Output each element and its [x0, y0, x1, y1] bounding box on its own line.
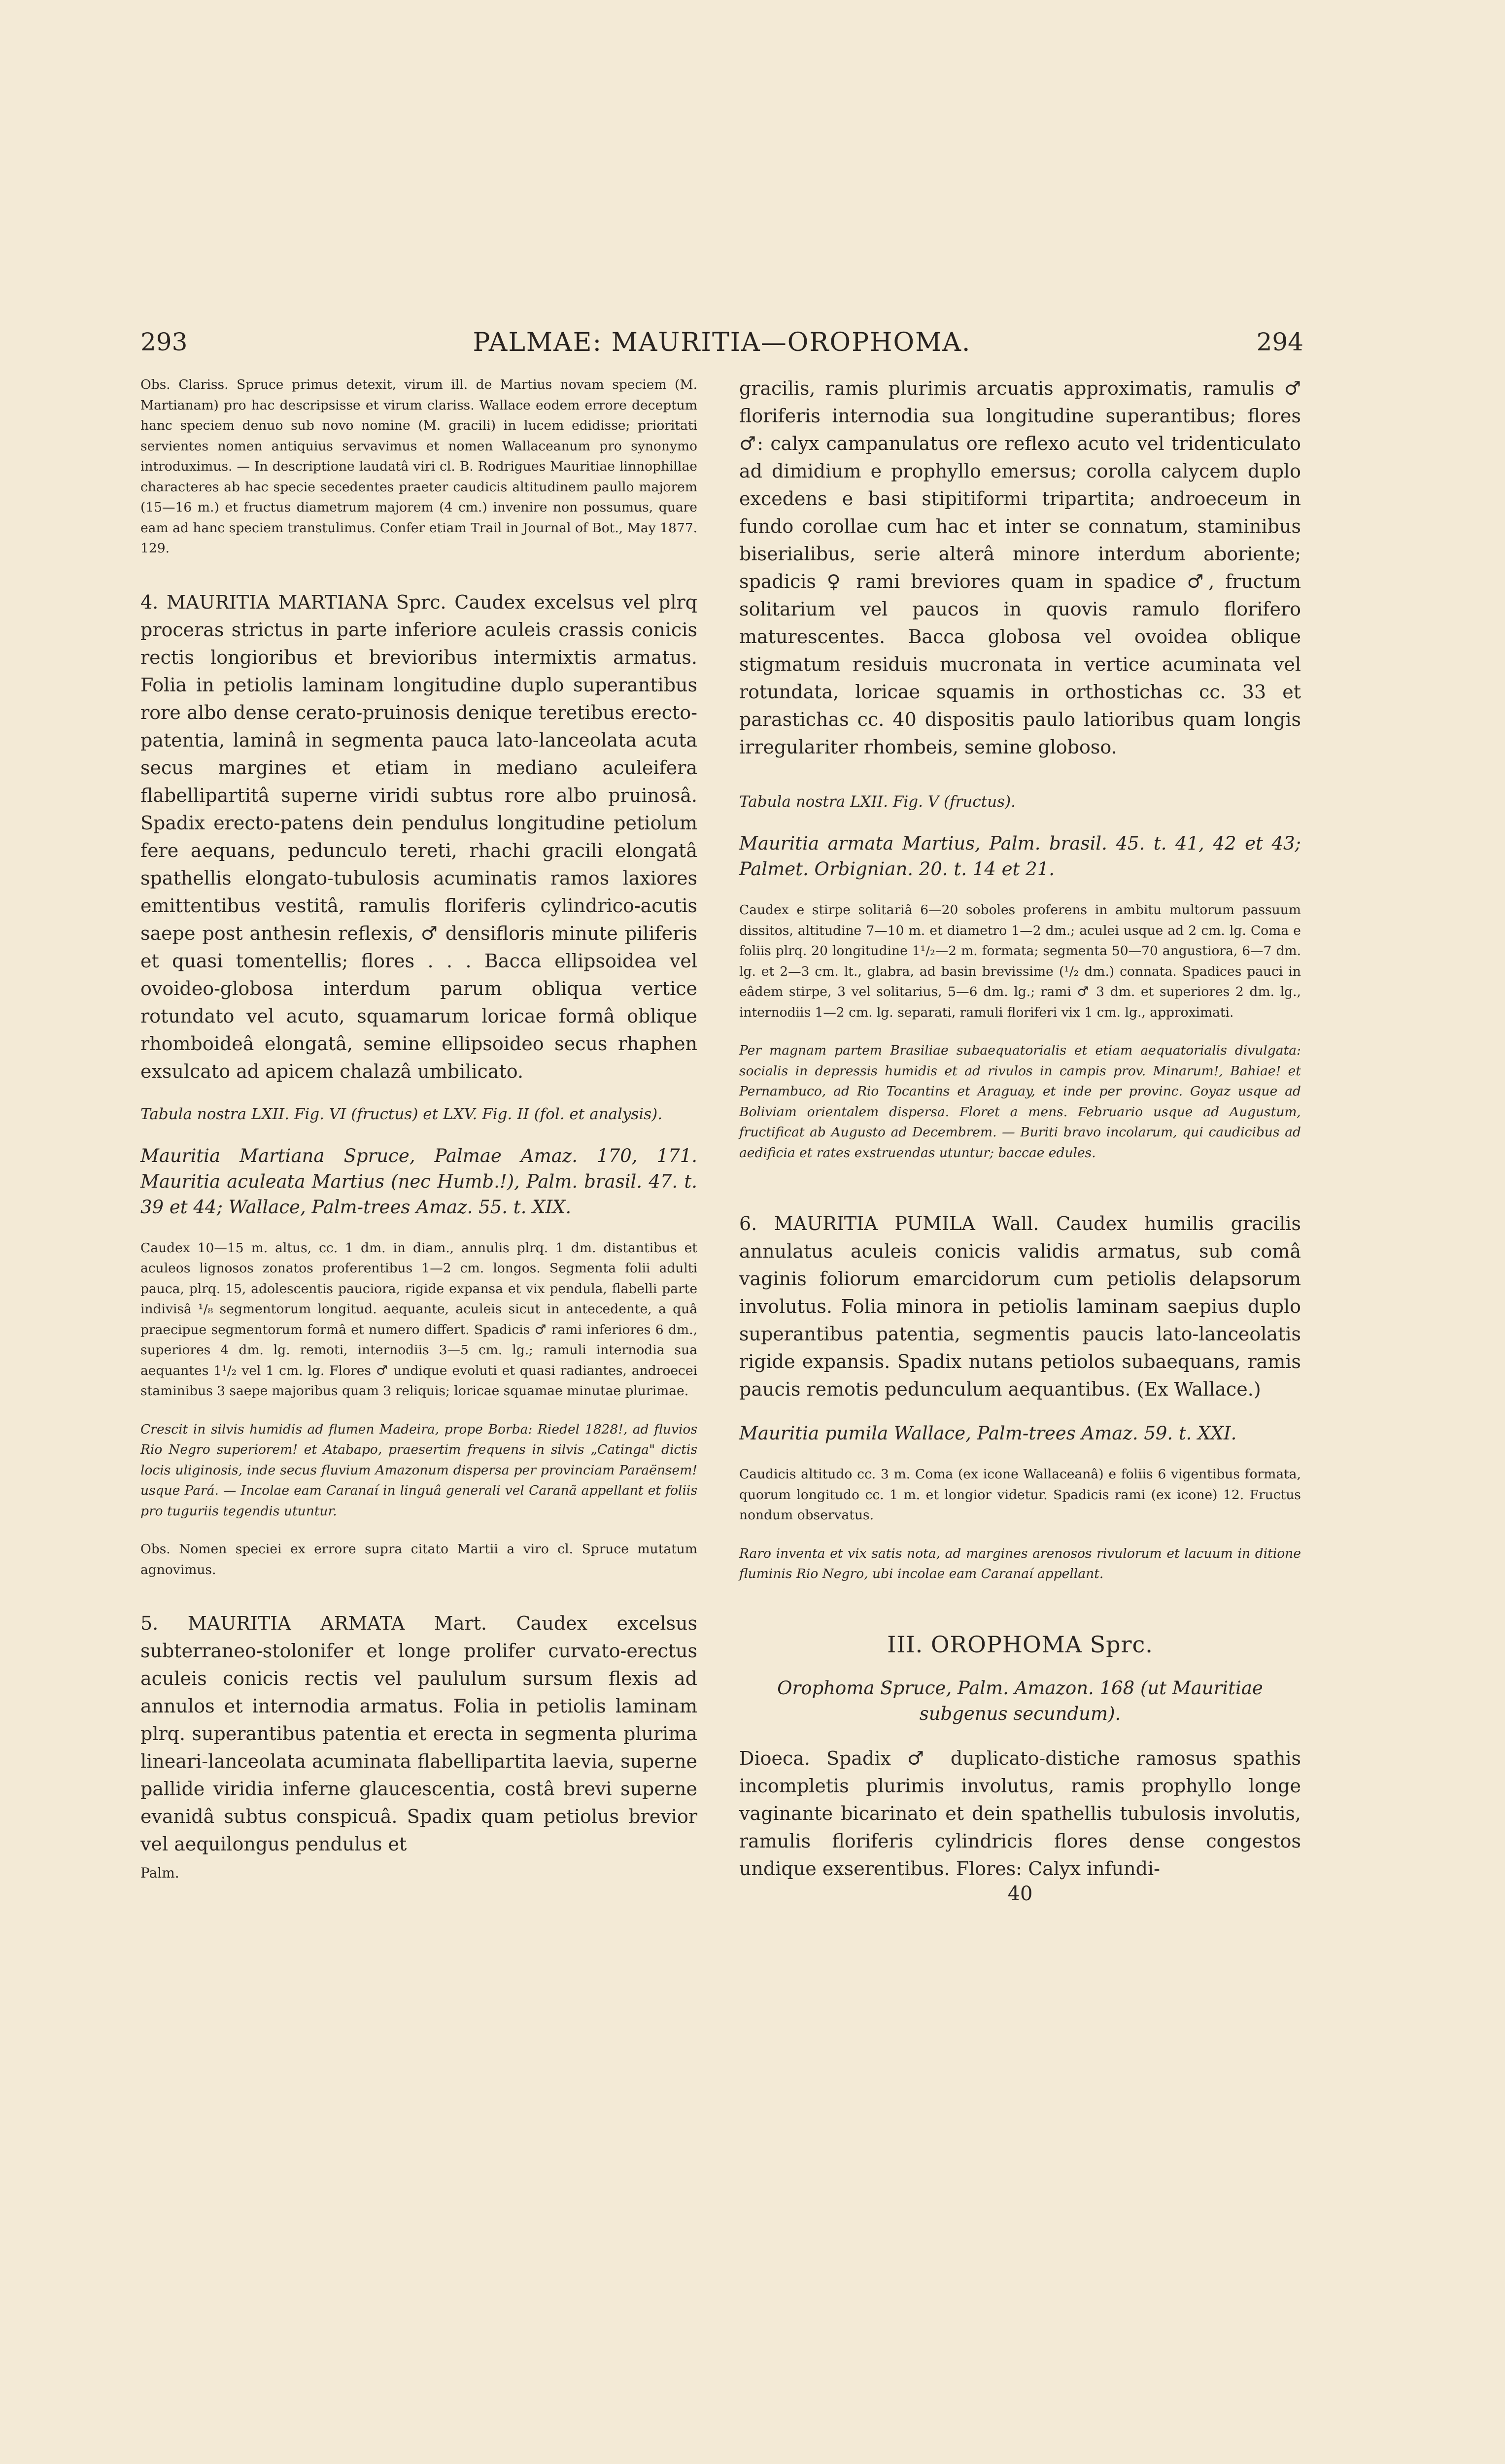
species-6-synonymy: Mauritia pumila Wallace, Palm-trees Amaz. 59. t. XXI. [739, 1423, 1237, 1444]
page-number-right: 294 [1256, 328, 1303, 356]
signature-number: 40 [1007, 1882, 1033, 1905]
species-5-plate-reference: Tabula nostra LXII. Fig. V (fructus). [739, 793, 1016, 811]
species-4-plate-reference: Tabula nostra LXII. Fig. VI (fructus) et LXV. Fig. II (fol. et analysis). [140, 1105, 663, 1123]
genus-citation: Orophoma Spruce, Palm. Amazon. 168 (ut Mauritiae subgenus secundum). [777, 1677, 1263, 1724]
species-5-continuation: gracilis, ramis plurimis arcuatis approximatis, ramulis ♂ floriferis internodia sua longitudine superantibus; flores ♂: calyx campanulatus ore reflexo acuto vel tridenticulato ad dimidium e prophyllo emersus; corolla calycem duplo excedens e basi stipitiformi tripartita; androeceum in fundo corollae cum hac et inter se connatum, staminibus biserialibus, serie alterâ minore interdum aboriente; spadicis ♀ rami breviores quam in spadice ♂, fructum solitarium vel paucos in quovis ramulo florifero maturescentes. Bacca globosa vel ovoidea oblique stigmatum residuis mucronata in vertice acuminata vel rotundata, loricae squamis in orthostichas cc. 33 et parastichas cc. 40 dispositis paulo latioribus quam longis irregulariter rhombeis, semine globoso. [739, 377, 1301, 758]
left-column [140, 375, 697, 1881]
species-4-synonymy: Mauritia Martiana Spruce, Palmae Amaz. 170, 171. Mauritia aculeata Martius (nec Humb.!), Palm. brasil. 47. t. 39 et 44; Wallace, Palm-trees Amaz. 55. t. XIX. [140, 1145, 697, 1218]
page-number-left: 293 [140, 328, 188, 356]
species-5-habitat: Per magnam partem Brasiliae subaequatorialis et etiam aequatorialis divulgata: socialis in depressis humidis et ad rivulos in campis prov. Minarum!, Bahiae! et Pernambuco, ad Rio Tocantins et Araguay, et inde per provinc. Goyaz usque ad Boliviam orientalem dispersa. Floret a mens. Februario usque ad Augustum, fructificat ab Augusto ad Decembrem. — Buriti bravo incolarum, qui caudicibus ad aedificia et rates exstruendas utuntur; baccae edules. [739, 1043, 1301, 1161]
species-4-details: Caudex 10—15 m. altus, cc. 1 dm. in diam., annulis plrq. 1 dm. distantibus et aculeos lignosos zonatos proferentibus 1—2 cm. longos. Segmenta folii adulti pauca, plrq. 15, adolescentis pauciora, rigide expansa et vix pendula, flabelli parte indivisâ ¹/₈ segmentorum longitud. aequante, aculeis sicut in antecedente, a quâ praecipue segmentorum formâ et numero differt. Spadicis ♂ rami inferiores 6 dm., superiores 4 dm. lg. remoti, internodiis 3—5 cm. lg.; ramuli internodia sua aequantes 1¹/₂ vel 1 cm. lg. Flores ♂ undique evoluti et quasi radiantes, androecei staminibus 3 saepe majoribus quam 3 reliquis; loricae squamae minutae plurimae. [140, 1240, 697, 1399]
page-header [140, 328, 1303, 367]
species-6-habitat: Raro inventa et vix satis nota, ad margines arenosos rivulorum et lacuum in ditione fluminis Rio Negro, ubi incolae eam Caranaí appellant. [739, 1545, 1301, 1581]
species-5-description: 5. MAURITIA ARMATA Mart. Caudex excelsus subterraneo-stolonifer et longe prolifer curvato-erectus aculeis conicis rectis vel paululum sursum flexis ad annulos et internodia armatus. Folia in petiolis laminam plrq. superantibus patentia et erecta in segmenta plurima lineari-lanceolata acuminata flabellipartita laevia, superne pallide viridia inferne glaucescentia, costâ brevi superne evanidâ subtus conspicuâ. Spadix quam petiolus brevior vel aequilongus pendulus et [140, 1612, 697, 1855]
species-5-details: Caudex e stirpe solitariâ 6—20 soboles proferens in ambitu multorum passuum dissitos, altitudine 7—10 m. et diametro 1—2 dm.; aculei usque ad 2 cm. lg. Coma e foliis plrq. 20 longitudine 1¹/₂—2 m. formata; segmenta 50—70 angustiora, 6—7 dm. lg. et 2—3 cm. lt., glabra, ad basin brevissime (¹/₂ dm.) connata. Spadices pauci in eâdem stirpe, 3 vel solitarius, 5—6 dm. lg.; rami ♂ 3 dm. et superiores 2 dm. lg., internodiis 1—2 cm. lg. separati, ramuli floriferi vix 1 cm. lg., approximati. [739, 902, 1301, 1020]
species-6-description: 6. MAURITIA PUMILA Wall. Caudex humilis gracilis annulatus aculeis conicis validis armatus, sub comâ vaginis foliorum emarcidorum cum petiolis delapsorum involutus. Folia minora in petiolis laminam saepius duplo superantibus patentia, segmentis paucis lato-lanceolatis rigide expansis. Spadix nutans petiolos subaequans, ramis paucis remotis pedunculum aequantibus. (Ex Wallace.) [739, 1213, 1301, 1400]
species-5-synonymy: Mauritia armata Martius, Palm. brasil. 45. t. 41, 42 et 43; Palmet. Orbignian. 20. t. 14 et 21. [739, 833, 1301, 880]
genus-description: Dioeca. Spadix ♂ duplicato-distiche ramosus spathis incompletis plurimis involutus, ramis prophyllo longe vaginante bicarinato et dein spathellis tubulosis involutis, ramulis floriferis cylindricis flores dense congestos undique exserentibus. Flores: Calyx infundi- [739, 1747, 1301, 1880]
species-6-details: Caudicis altitudo cc. 3 m. Coma (ex icone Wallaceanâ) e foliis 6 vigentibus formata, quorum longitudo cc. 1 m. et longior videtur. Spadicis rami (ex icone) 12. Fructus nondum observatus. [739, 1467, 1301, 1523]
species-4-description: 4. MAURITIA MARTIANA Sprc. Caudex excelsus vel plrq proceras strictus in parte inferiore aculeis crassis conicis rectis longioribus et brevioribus intermixtis armatus. Folia in petiolis laminam longitudine duplo superantibus rore albo dense cerato-pruinosis denique teretibus erecto-patentia, laminâ in segmenta pauca lato-lanceolata acuta secus margines et etiam in mediano aculeifera flabellipartitâ superne viridi subtus rore albo pruinosâ. Spadix erecto-patens dein pendulus longitudine petiolum fere aequans, pedunculo tereti, rhachi gracili elongatâ spathellis elongato-tubulosis acuminatis ramos laxiores emittentibus vestitâ, ramulis floriferis cylindrico-acutis saepe post anthesin reflexis, ♂ densifloris minute piliferis et quasi tomentellis; flores . . . Bacca ellipsoidea vel ovoideo-globosa interdum parum obliqua vertice rotundato vel acuto, squamarum loricae formâ oblique rhomboideâ elongatâ, semine ellipsoideo secus rhaphen exsulcato ad apicem chalazâ umbilicato. [140, 591, 697, 1082]
species-4-habitat: Crescit in silvis humidis ad flumen Madeira, prope Borba: Riedel 1828!, ad fluvios Rio Negro superiorem! et Atabapo, praesertim frequens in silvis „Catinga" dictis locis uliginosis, inde secus fluvium Amazonum dispersa per provinciam Paraënsem! usque Pará. — Incolae eam Caranaí in linguâ generali vel Caranã appellant et foliis pro tuguriis tegendis utuntur. [140, 1421, 697, 1519]
signature-mark: Palm. [140, 1865, 179, 1881]
right-column [739, 375, 1301, 1905]
genus-heading: III. OROPHOMA Sprc. [887, 1631, 1153, 1658]
running-title: PALMAE: MAURITIA—OROPHOMA. [473, 328, 971, 357]
observation-note-2: Obs. Nomen speciei ex errore supra citato Martii a viro cl. Spruce mutatum agnovimus. [140, 1541, 697, 1577]
observation-note: Obs. Clariss. Spruce primus detexit, virum ill. de Martius novam speciem (M. Martianam) pro hac descripsisse et virum clariss. Wallace eodem errore deceptum hanc speciem denuo sub novo nomine (M. gracili) in lucem edidisse; prioritati servientes nomen antiquius servavimus et nomen Wallaceanum pro synonymo introduximus. — In descriptione laudatâ viri cl. B. Rodrigues Mauritiae linnophillae characteres ab hac specie secedentes praeter caudicis altitudinem paullo majorem (15—16 m.) et fructus diametrum majorem (4 cm.) invenire non possumus, quare eam ad hanc speciem transtulimus. Confer etiam Trail in Journal of Bot., May 1877. 129. [140, 377, 697, 556]
